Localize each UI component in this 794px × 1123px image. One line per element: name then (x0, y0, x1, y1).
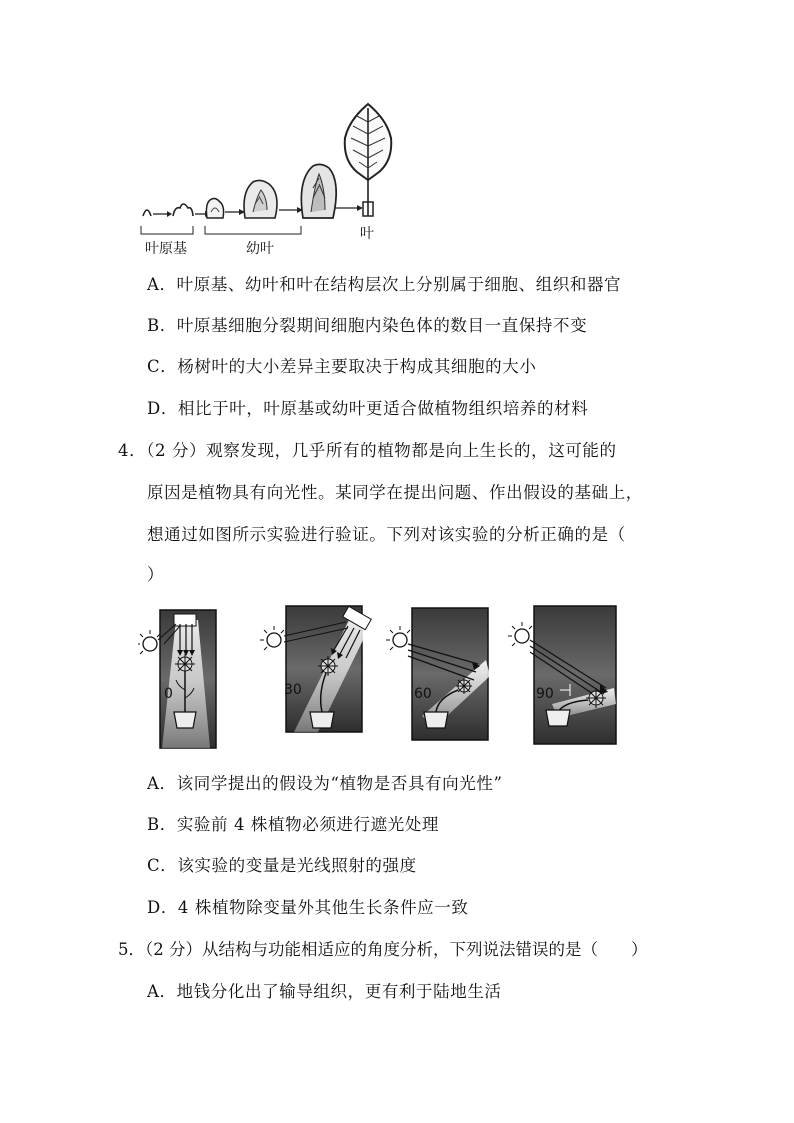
q5-option-a: A．地钱分化出了输导组织，更有利于陆地生活 (147, 982, 502, 1001)
q4-stem-line-4: ） (147, 565, 165, 584)
angle-label-60: 60 (414, 686, 432, 702)
q4-stem-line-2: 原因是植物具有向光性。某同学在提出问题、作出假设的基础上， (147, 483, 643, 502)
angle-label-0: 0 (164, 686, 173, 702)
q4-option-a: A．该同学提出的假设为“植物是否具有向光性” (147, 774, 503, 793)
q4-option-c: C．该实验的变量是光线照射的强度 (147, 856, 417, 875)
q4-stem-line-3: 想通过如图所示实验进行验证。下列对该实验的分析正确的是（ (147, 525, 626, 544)
q3-option-c: C．杨树叶的大小差异主要取决于构成其细胞的大小 (147, 357, 537, 376)
panel-60-degree (386, 608, 490, 740)
panel-0-degree (138, 610, 216, 748)
q3-option-a: A．叶原基、幼叶和叶在结构层次上分别属于细胞、组织和器官 (147, 275, 622, 294)
q5-stem: 5．（2 分）从结构与功能相适应的角度分析，下列说法错误的是（ ） (118, 940, 648, 959)
leaf-development-drawing (135, 100, 395, 260)
phototropism-figure (138, 600, 618, 752)
label-young-leaf: 幼叶 (246, 241, 274, 257)
angle-label-90: 90 (536, 686, 554, 702)
q4-option-b: B．实验前 4 株植物必须进行遮光处理 (147, 815, 440, 834)
panel-30-degree (260, 606, 371, 732)
q3-option-d: D．相比于叶，叶原基或幼叶更适合做植物组织培养的材料 (147, 399, 589, 418)
leaf-development-figure (135, 100, 395, 260)
phototropism-panels (138, 600, 618, 752)
angle-label-30: 30 (284, 682, 302, 698)
panel-90-degree (508, 606, 616, 744)
q3-option-b: B．叶原基细胞分裂期间细胞内染色体的数目一直保持不变 (147, 316, 588, 335)
q4-stem-line-1: 4．（2 分）观察发现，几乎所有的植物都是向上生长的，这可能的 (118, 441, 617, 460)
label-leaf: 叶 (360, 226, 374, 242)
q4-option-d: D．4 株植物除变量外其他生长条件应一致 (147, 898, 469, 917)
label-leaf-primordium: 叶原基 (145, 241, 187, 257)
